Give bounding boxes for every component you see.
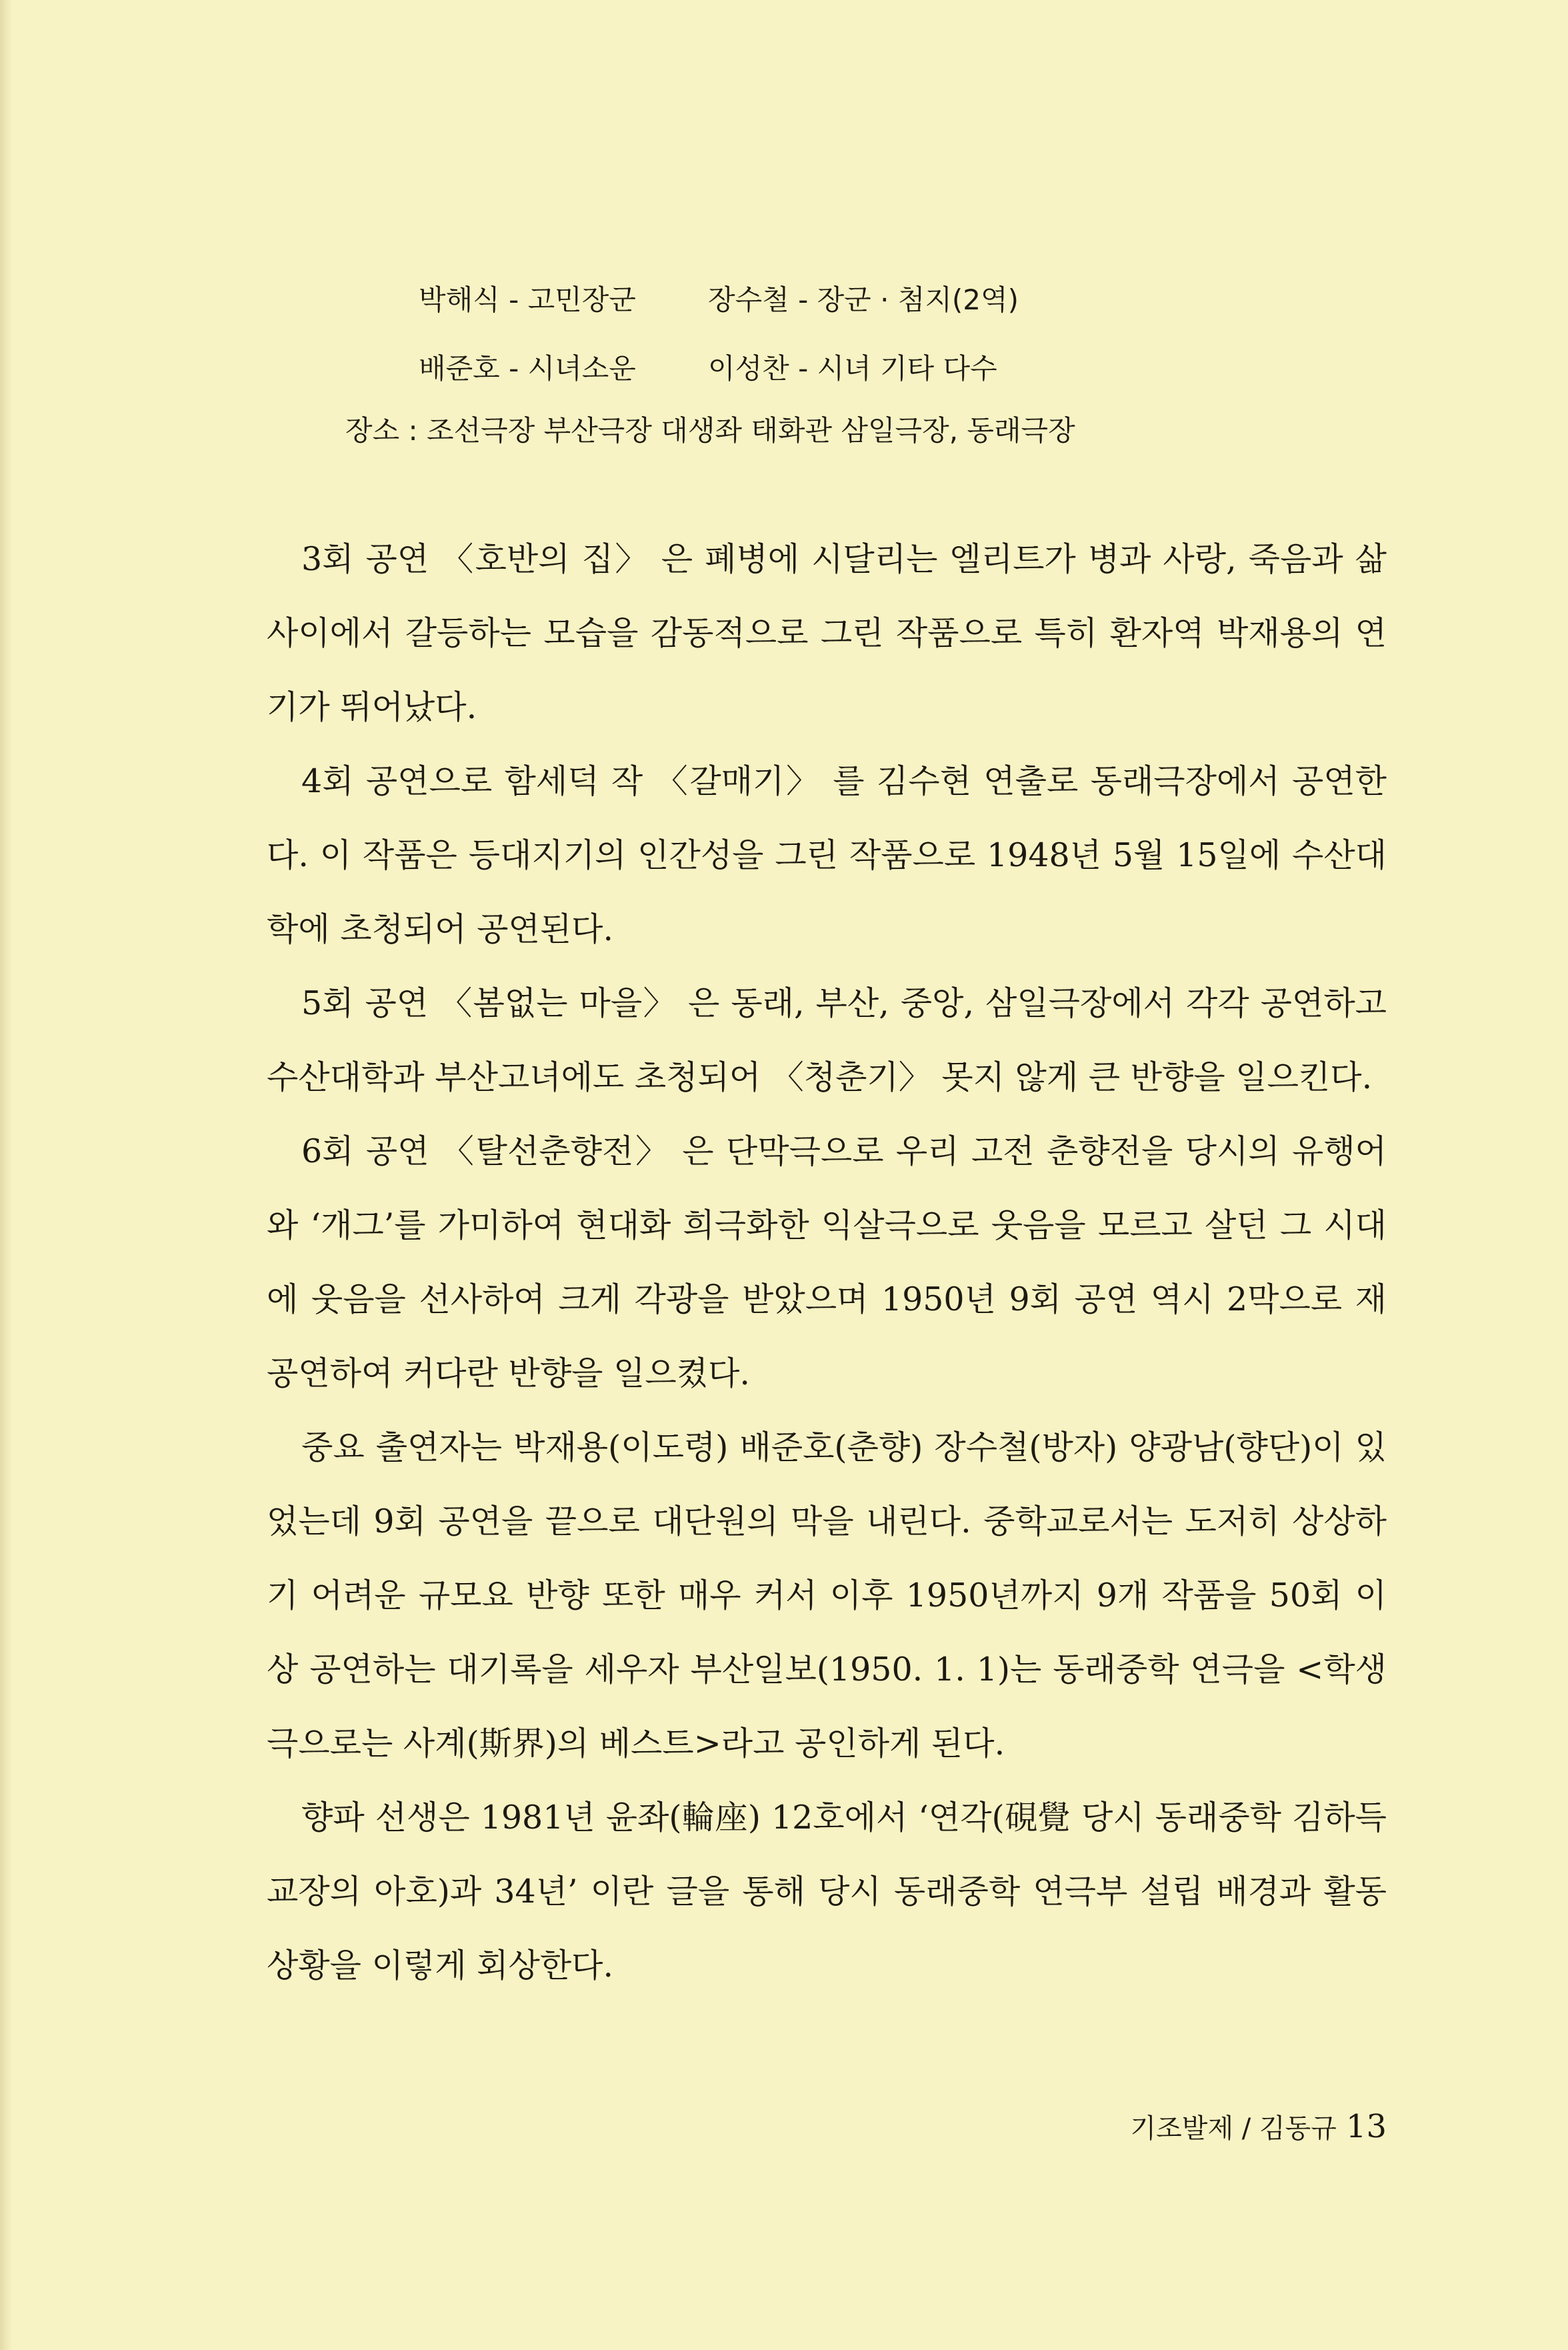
cast-entry: 박해식 - 고민장군 [419, 283, 636, 316]
paragraph: 6회 공연 〈탈선춘향전〉 은 단막극으로 우리 고전 춘향전을 당시의 유행어와 ‘개그’를 가미하여 현대화 희극화한 익살극으로 웃음을 모르고 살던 그 시대에 웃음을 선사하여 크게 각광을 받았으며 1950년 9회 공연 역시 2막으로 재공연하여 커다란 반향을 일으켰다. [267, 1132, 1387, 1392]
body-text [267, 522, 1387, 2003]
running-footer-label: 기조발제 / 김동규 [1130, 2113, 1337, 2144]
paragraph: 향파 선생은 1981년 윤좌(輪座) 12호에서 ‘연각(硯覺 당시 동래중학 김하득 교장의 아호)과 34년’ 이란 글을 통해 당시 동래중학 연극부 설립 배경과 활동 상황을 이렇게 회상한다. [267, 1799, 1387, 1985]
cast-entry: 이성찬 - 시녀 기타 다수 [708, 352, 997, 385]
paragraph: 3회 공연 〈호반의 집〉 은 폐병에 시달리는 엘리트가 병과 사랑, 죽음과 삶 사이에서 갈등하는 모습을 감동적으로 그린 작품으로 특히 환자역 박재용의 연기가 뛰어났다. [267, 540, 1387, 726]
paragraph: 5회 공연 〈봄없는 마을〉 은 동래, 부산, 중앙, 삼일극장에서 각각 공연하고 수산대학과 부산고녀에도 초청되어 〈청춘기〉 못지 않게 큰 반향을 일으킨다. [267, 984, 1387, 1096]
paragraph: 4회 공연으로 함세덕 작 〈갈매기〉 를 김수현 연출로 동래극장에서 공연한다. 이 작품은 등대지기의 인간성을 그린 작품으로 1948년 5월 15일에 수산대학에 초청되어 공연된다. [267, 762, 1387, 948]
cast-entry: 장수철 - 장군 · 첨지(2역) [708, 283, 1019, 316]
cast-entry: 배준호 - 시녀소운 [419, 352, 636, 385]
page-edge [0, 0, 12, 2350]
page-number: 13 [1345, 2108, 1387, 2145]
paragraph: 중요 출연자는 박재용(이도령) 배준호(춘향) 장수철(방자) 양광남(향단)이 있었는데 9회 공연을 끝으로 대단원의 막을 내린다. 중학교로서는 도저히 상상하기 어려운 규모요 반향 또한 매우 커서 이후 1950년까지 9개 작품을 50회 이상 공연하는 대기록을 세우자 부산일보(1950. 1. 1)는 동래중학 연극을 <학생극으로는 사계(斯界)의 베스트>라고 공인하게 된다. [267, 1428, 1387, 1762]
page-footer [1131, 2107, 1387, 2145]
venue-line: 장소 : 조선극장 부산극장 대생좌 태화관 삼일극장, 동래극장 [345, 414, 1075, 447]
